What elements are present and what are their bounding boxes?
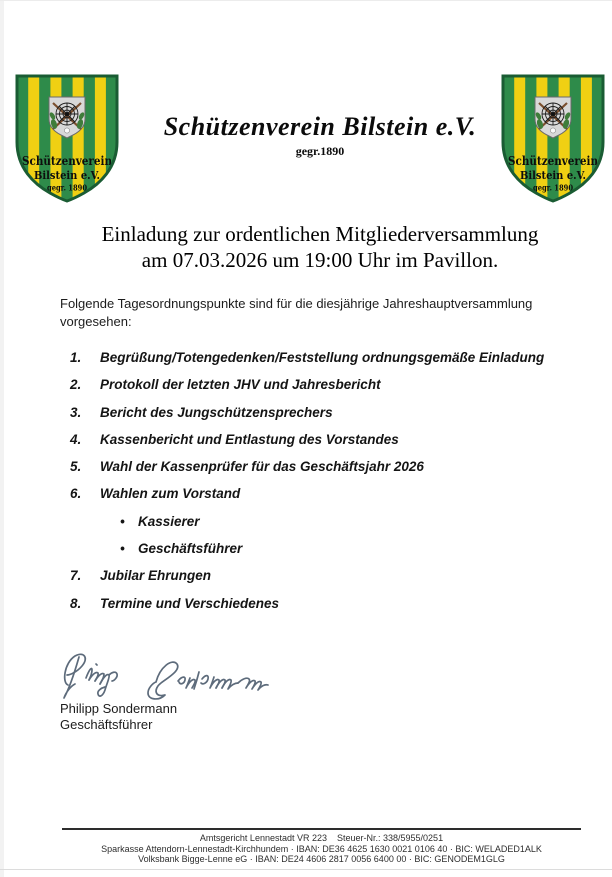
agenda-item-text: Bericht des Jungschützensprechers [100, 404, 333, 420]
agenda-item-number: 1. [70, 350, 82, 365]
invitation-heading-line2: am 07.03.2026 um 19:00 Uhr im Pavillon. [141, 248, 499, 272]
club-title: Schützenverein Bilstein e.V. [163, 112, 477, 141]
agenda-item [70, 377, 560, 404]
agenda-item [70, 486, 560, 513]
agenda-item-number: 4. [70, 431, 82, 447]
bullet-icon: • [120, 513, 125, 529]
crest-name-line1: Schützenverein [22, 153, 112, 168]
footer-court-line: Amtsgericht Lennestadt VR 223 Steuer-Nr.: 338/5955/0251 [199, 833, 444, 843]
agenda-item-text: Kassenbericht und Entlastung des Vorstandes [100, 431, 399, 447]
agenda-subitem [70, 541, 560, 568]
invitation-heading [30, 221, 610, 273]
agenda-item-text: Kassierer [138, 513, 200, 529]
signer-block [60, 701, 177, 733]
footer-bank-line1: Sparkasse Attendorn-Lennestadt-Kirchhundem · IBAN: DE36 4625 1630 0021 0106 40 · BIC: WELADED1ALK [101, 843, 542, 854]
signature-handwriting [56, 645, 291, 707]
crest-name-line2: Bilstein e.V. [520, 168, 586, 182]
footer-rule [62, 828, 581, 830]
footer-bank-line2: Volksbank Bigge-Lenne eG · IBAN: DE24 4606 2817 0056 6400 00 · BIC: GENODEM1GLG [138, 854, 505, 865]
club-founded: gegr.1890 [295, 144, 345, 158]
masthead [30, 112, 610, 159]
agenda-list [70, 350, 560, 623]
agenda-item [70, 568, 560, 595]
signer-name: Philipp Sondermann [60, 701, 178, 716]
invitation-heading-line1: Einladung zur ordentlichen Mitgliederversammlung [101, 222, 539, 246]
agenda-item-number: 3. [70, 404, 82, 420]
page-edge-left [0, 0, 4, 877]
agenda-item-text: Wahlen zum Vorstand [100, 486, 241, 502]
crest-founded: gegr. 1890 [533, 182, 574, 193]
agenda-item-text: Wahl der Kassenprüfer für das Geschäftsjahr 2026 [100, 459, 424, 475]
agenda-item [70, 459, 560, 486]
agenda-item-text: Geschäftsführer [138, 541, 243, 557]
crest-name-line2: Bilstein e.V. [34, 168, 100, 182]
crest-founded: gegr. 1890 [47, 182, 88, 193]
agenda-item [70, 432, 560, 459]
agenda-subitem [70, 514, 560, 541]
intro-paragraph: Folgende Tagesordnungspunkte sind für die diesjährige Jahreshauptversammlung vorgesehen: [60, 296, 533, 329]
agenda-item-number: 5. [70, 459, 82, 475]
signer-role: Geschäftsführer [60, 717, 153, 732]
agenda-item-number: 2. [70, 377, 82, 393]
agenda-item [70, 596, 560, 623]
agenda-item-text: Jubilar Ehrungen [100, 568, 212, 584]
page-edge-bottom [0, 869, 612, 870]
agenda-item-text: Termine und Verschiedenes [100, 595, 280, 611]
agenda-item-text: Begrüßung/Totengedenken/Feststellung ordnungsgemäße Einladung [100, 350, 545, 365]
footer [62, 833, 581, 865]
crest-name-line1: Schützenverein [508, 153, 598, 168]
agenda-item-number: 6. [70, 486, 82, 502]
agenda-item-text: Protokoll der letzten JHV und Jahresbericht [100, 377, 381, 393]
agenda-item [70, 405, 560, 432]
agenda-item-number: 7. [70, 568, 82, 584]
agenda-item-number: 8. [70, 595, 82, 611]
agenda-item [70, 350, 560, 377]
page-edge-top [0, 0, 612, 1]
bullet-icon: • [120, 541, 125, 557]
